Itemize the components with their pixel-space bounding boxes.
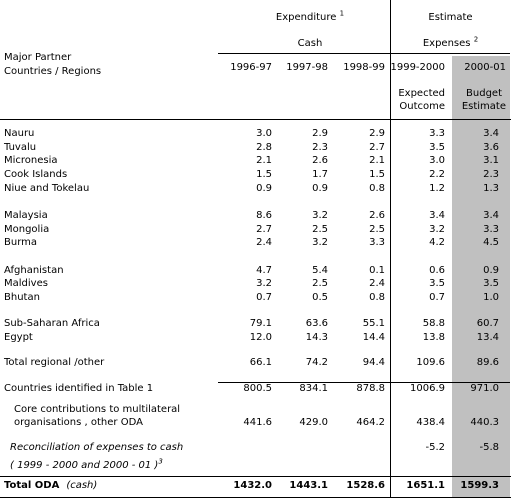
row-value-cell: 3.4 [483,128,499,139]
row-value-cell: 1.7 [312,169,328,180]
row-value-cell: 971.0 [470,383,499,394]
row-label: Nauru [4,128,35,139]
core-value-cell: 438.4 [416,417,445,428]
row-value-cell: 3.4 [483,210,499,221]
year-2000-01: 2000-01 [464,62,506,73]
row-value-cell: 2.3 [312,142,328,153]
row-label-heading-line2: Countries / Regions [4,66,102,77]
row-label: Tuvalu [4,142,37,153]
row-value-cell: 1.3 [483,183,499,194]
core-label-line2: organisations , other ODA [14,417,143,428]
row-value-cell: 66.1 [249,357,272,368]
row-value-cell: 3.1 [483,155,499,166]
header-rule [0,119,511,120]
row-value-cell: 3.3 [429,128,445,139]
row-value-cell: 14.4 [362,332,385,343]
row-value-cell: 0.9 [256,183,272,194]
row-value-cell: 109.6 [416,357,445,368]
row-label: Malaysia [4,210,48,221]
row-value-cell: 2.5 [312,278,328,289]
year-1997-98: 1997-98 [286,62,328,73]
row-value-cell: 0.5 [312,292,328,303]
row-value-cell: 3.5 [429,142,445,153]
row-value-cell: 58.8 [422,318,445,329]
row-value-cell: 1.5 [256,169,272,180]
estimate-underline [390,53,510,54]
column-divider [390,0,391,498]
row-value-cell: 63.6 [305,318,328,329]
row-value-cell: 0.7 [429,292,445,303]
budget-estimate-line1: Budget [466,88,502,99]
row-value-cell: 3.5 [483,278,499,289]
row-value-cell: 1.2 [429,183,445,194]
row-value-cell: 0.9 [483,265,499,276]
row-value-cell: 2.9 [369,128,385,139]
core-value-cell: 441.6 [243,417,272,428]
row-value-cell: 2.5 [369,224,385,235]
total-value-cell: 1528.6 [346,480,385,491]
row-value-cell: 2.1 [369,155,385,166]
row-value-cell: 2.7 [256,224,272,235]
reconciliation-value-cell: -5.2 [425,442,445,453]
row-value-cell: 4.5 [483,237,499,248]
row-label: Sub-Saharan Africa [4,318,100,329]
row-value-cell: 3.0 [429,155,445,166]
row-value-cell: 2.3 [483,169,499,180]
row-value-cell: 60.7 [476,318,499,329]
row-label: Cook Islands [4,169,68,180]
row-label: Bhutan [4,292,40,303]
row-value-cell: 3.2 [312,210,328,221]
row-value-cell: 2.5 [312,224,328,235]
total-value-cell: 1599.3 [460,480,499,491]
row-value-cell: 3.3 [483,224,499,235]
expenditure-underline [218,53,390,54]
row-value-cell: 2.7 [369,142,385,153]
row-value-cell: 0.6 [429,265,445,276]
row-value-cell: 55.1 [362,318,385,329]
row-value-cell: 2.4 [369,278,385,289]
row-value-cell: 2.4 [256,237,272,248]
row-value-cell: 0.7 [256,292,272,303]
row-value-cell: 3.2 [312,237,328,248]
row-value-cell: 1.0 [483,292,499,303]
row-label: Burma [4,237,38,248]
row-value-cell: 3.5 [429,278,445,289]
row-value-cell: 74.2 [305,357,328,368]
year-1998-99: 1998-99 [343,62,385,73]
row-value-cell: 8.6 [256,210,272,221]
row-label: Egypt [4,332,33,343]
total-value-cell: 1432.0 [233,480,272,491]
row-label: Niue and Tokelau [4,183,90,194]
reconciliation-value-cell: -5.8 [479,442,499,453]
budget-estimate-column-shading [452,56,510,498]
reconciliation-label-line2: ( 1999 - 2000 and 2000 - 01 )$^3$ [10,457,163,471]
budget-estimate-line2: Estimate [461,101,506,112]
cash-heading: Cash [297,38,323,49]
row-value-cell: 0.8 [369,292,385,303]
row-label: Mongolia [4,224,50,235]
row-value-cell: 0.1 [369,265,385,276]
total-rule-top [0,476,511,477]
core-value-cell: 440.3 [470,417,499,428]
row-value-cell: 800.5 [243,383,272,394]
row-value-cell: 1006.9 [410,383,445,394]
row-value-cell: 2.8 [256,142,272,153]
row-value-cell: 13.8 [422,332,445,343]
row-value-cell: 5.4 [312,265,328,276]
row-value-cell: 834.1 [299,383,328,394]
row-value-cell: 2.1 [256,155,272,166]
row-label: Total regional /other [4,357,105,368]
row-value-cell: 0.8 [369,183,385,194]
core-value-cell: 429.0 [299,417,328,428]
year-1996-97: 1996-97 [230,62,272,73]
row-value-cell: 0.9 [312,183,328,194]
row-value-cell: 2.6 [369,210,385,221]
row-value-cell: 12.0 [249,332,272,343]
row-value-cell: 89.6 [476,357,499,368]
year-1999-2000: 1999-2000 [390,62,445,73]
total-value-cell: 1651.1 [406,480,445,491]
row-label: Maldives [4,278,48,289]
expenditure-heading: Expenditure $^1$ [275,9,345,23]
row-value-cell: 1.5 [369,169,385,180]
row-label: Micronesia [4,155,58,166]
total-rule-bottom [0,497,511,498]
row-value-cell: 2.6 [312,155,328,166]
row-value-cell: 2.9 [312,128,328,139]
total-label: Total ODA (cash) [4,480,98,491]
row-value-cell: 4.2 [429,237,445,248]
row-value-cell: 2.2 [429,169,445,180]
core-label-line1: Core contributions to multilateral [14,404,181,415]
row-label: Countries identified in Table 1 [4,383,154,394]
total-value-cell: 1443.1 [289,480,328,491]
row-value-cell: 94.4 [362,357,385,368]
row-value-cell: 3.2 [429,224,445,235]
row-value-cell: 4.7 [256,265,272,276]
row-value-cell: 3.6 [483,142,499,153]
expected-outcome-line2: Outcome [399,101,445,112]
estimate-heading: Estimate [428,12,473,23]
row-value-cell: 878.8 [356,383,385,394]
row-value-cell: 3.2 [256,278,272,289]
row-value-cell: 14.3 [305,332,328,343]
expenses-heading: Expenses $^2$ [422,35,479,49]
core-value-cell: 464.2 [356,417,385,428]
row-label-heading-line1: Major Partner [4,52,72,63]
reconciliation-label-line1: Reconciliation of expenses to cash [10,442,184,453]
expected-outcome-line1: Expected [398,88,445,99]
row-value-cell: 79.1 [249,318,272,329]
row-label: Afghanistan [4,265,64,276]
row-value-cell: 3.3 [369,237,385,248]
row-value-cell: 3.4 [429,210,445,221]
row-value-cell: 13.4 [476,332,499,343]
row-value-cell: 3.0 [256,128,272,139]
